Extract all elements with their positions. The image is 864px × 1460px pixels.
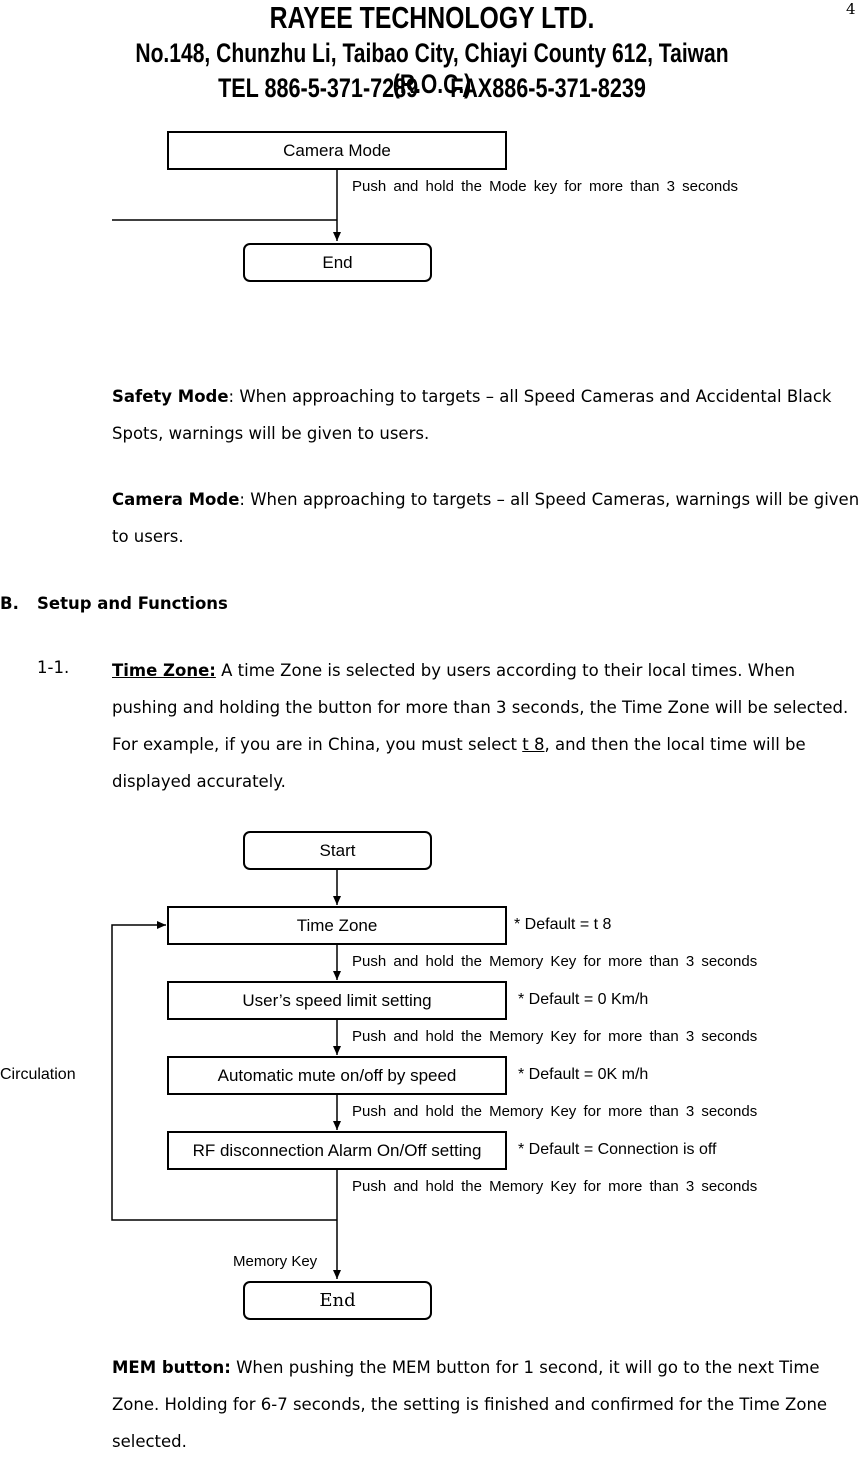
- camera-mode-paragraph: [112, 481, 864, 555]
- company-name: RAYEE TECHNOLOGY LTD.: [269, 0, 595, 35]
- safety-mode-term: Safety Mode: [112, 387, 229, 406]
- flow2-end-box: End: [243, 1281, 432, 1320]
- circulation-label: Circulation: [0, 1066, 76, 1083]
- time-zone-text-1: A time Zone is selected by users according to their local times. When pushing and holding the button for more than 3 seconds, the Time Zone will be selected. For example, if you are in China, you must select: [112, 661, 849, 754]
- mem-button-term: MEM button:: [112, 1358, 231, 1377]
- rf-alarm-box: RF disconnection Alarm On/Off setting: [167, 1131, 507, 1170]
- time-zone-paragraph: [112, 652, 864, 800]
- flow1-end-box: End: [243, 243, 432, 282]
- flow1-step-label: Push and hold the Mode key for more than 3 seconds: [352, 178, 739, 195]
- step-label-3: Push and hold the Memory Key for more than 3 seconds: [352, 1103, 758, 1120]
- step-label-4: Push and hold the Memory Key for more than 3 seconds: [352, 1178, 758, 1195]
- flow2-start-box: Start: [243, 831, 432, 870]
- safety-mode-text: : When approaching to targets – all Speed Cameras and Accidental Black Spots, warnings will be given to users.: [112, 387, 832, 443]
- camera-mode-box: Camera Mode: [167, 131, 507, 170]
- time-zone-term: Time Zone:: [112, 661, 216, 680]
- step-label-2: Push and hold the Memory Key for more than 3 seconds: [352, 1028, 758, 1045]
- time-zone-text-2: , and then the local time will be displayed accurately.: [112, 735, 806, 791]
- speed-limit-box: User’s speed limit setting: [167, 981, 507, 1020]
- mem-button-text: When pushing the MEM button for 1 second, it will go to the next Time Zone. Holding for 6-7 seconds, the setting is finished and confirmed for the Time Zone selected.: [112, 1358, 828, 1451]
- item-number: 1-1.: [37, 658, 70, 677]
- section-title: Setup and Functions: [37, 594, 228, 613]
- rf-alarm-default: * Default = Connection is off: [518, 1141, 717, 1158]
- mem-button-paragraph: [112, 1349, 864, 1460]
- auto-mute-default: * Default = 0K m/h: [518, 1066, 649, 1083]
- speed-limit-default: * Default = 0 Km/h: [518, 991, 649, 1008]
- section-heading: [0, 594, 228, 613]
- memory-key-label: Memory Key: [233, 1253, 318, 1270]
- page-number: 4: [846, 0, 856, 18]
- company-address: No.148, Chunzhu Li, Taibao City, Chiayi County 612, Taiwan (R.O.C.): [135, 38, 729, 99]
- safety-mode-paragraph: [112, 378, 864, 452]
- company-fax: FAX886-5-371-8239: [450, 73, 646, 103]
- company-tel: TEL 886-5-371-7289: [218, 73, 419, 103]
- camera-mode-term: Camera Mode: [112, 490, 240, 509]
- step-label-1: Push and hold the Memory Key for more than 3 seconds: [352, 953, 758, 970]
- time-zone-box: Time Zone: [167, 906, 507, 945]
- camera-mode-text: : When approaching to targets – all Speed Cameras, warnings will be given to users.: [112, 490, 860, 546]
- time-zone-default: * Default = t 8: [514, 916, 612, 933]
- section-label: B.: [0, 594, 19, 613]
- auto-mute-box: Automatic mute on/off by speed: [167, 1056, 507, 1095]
- time-zone-example: t 8: [522, 735, 545, 754]
